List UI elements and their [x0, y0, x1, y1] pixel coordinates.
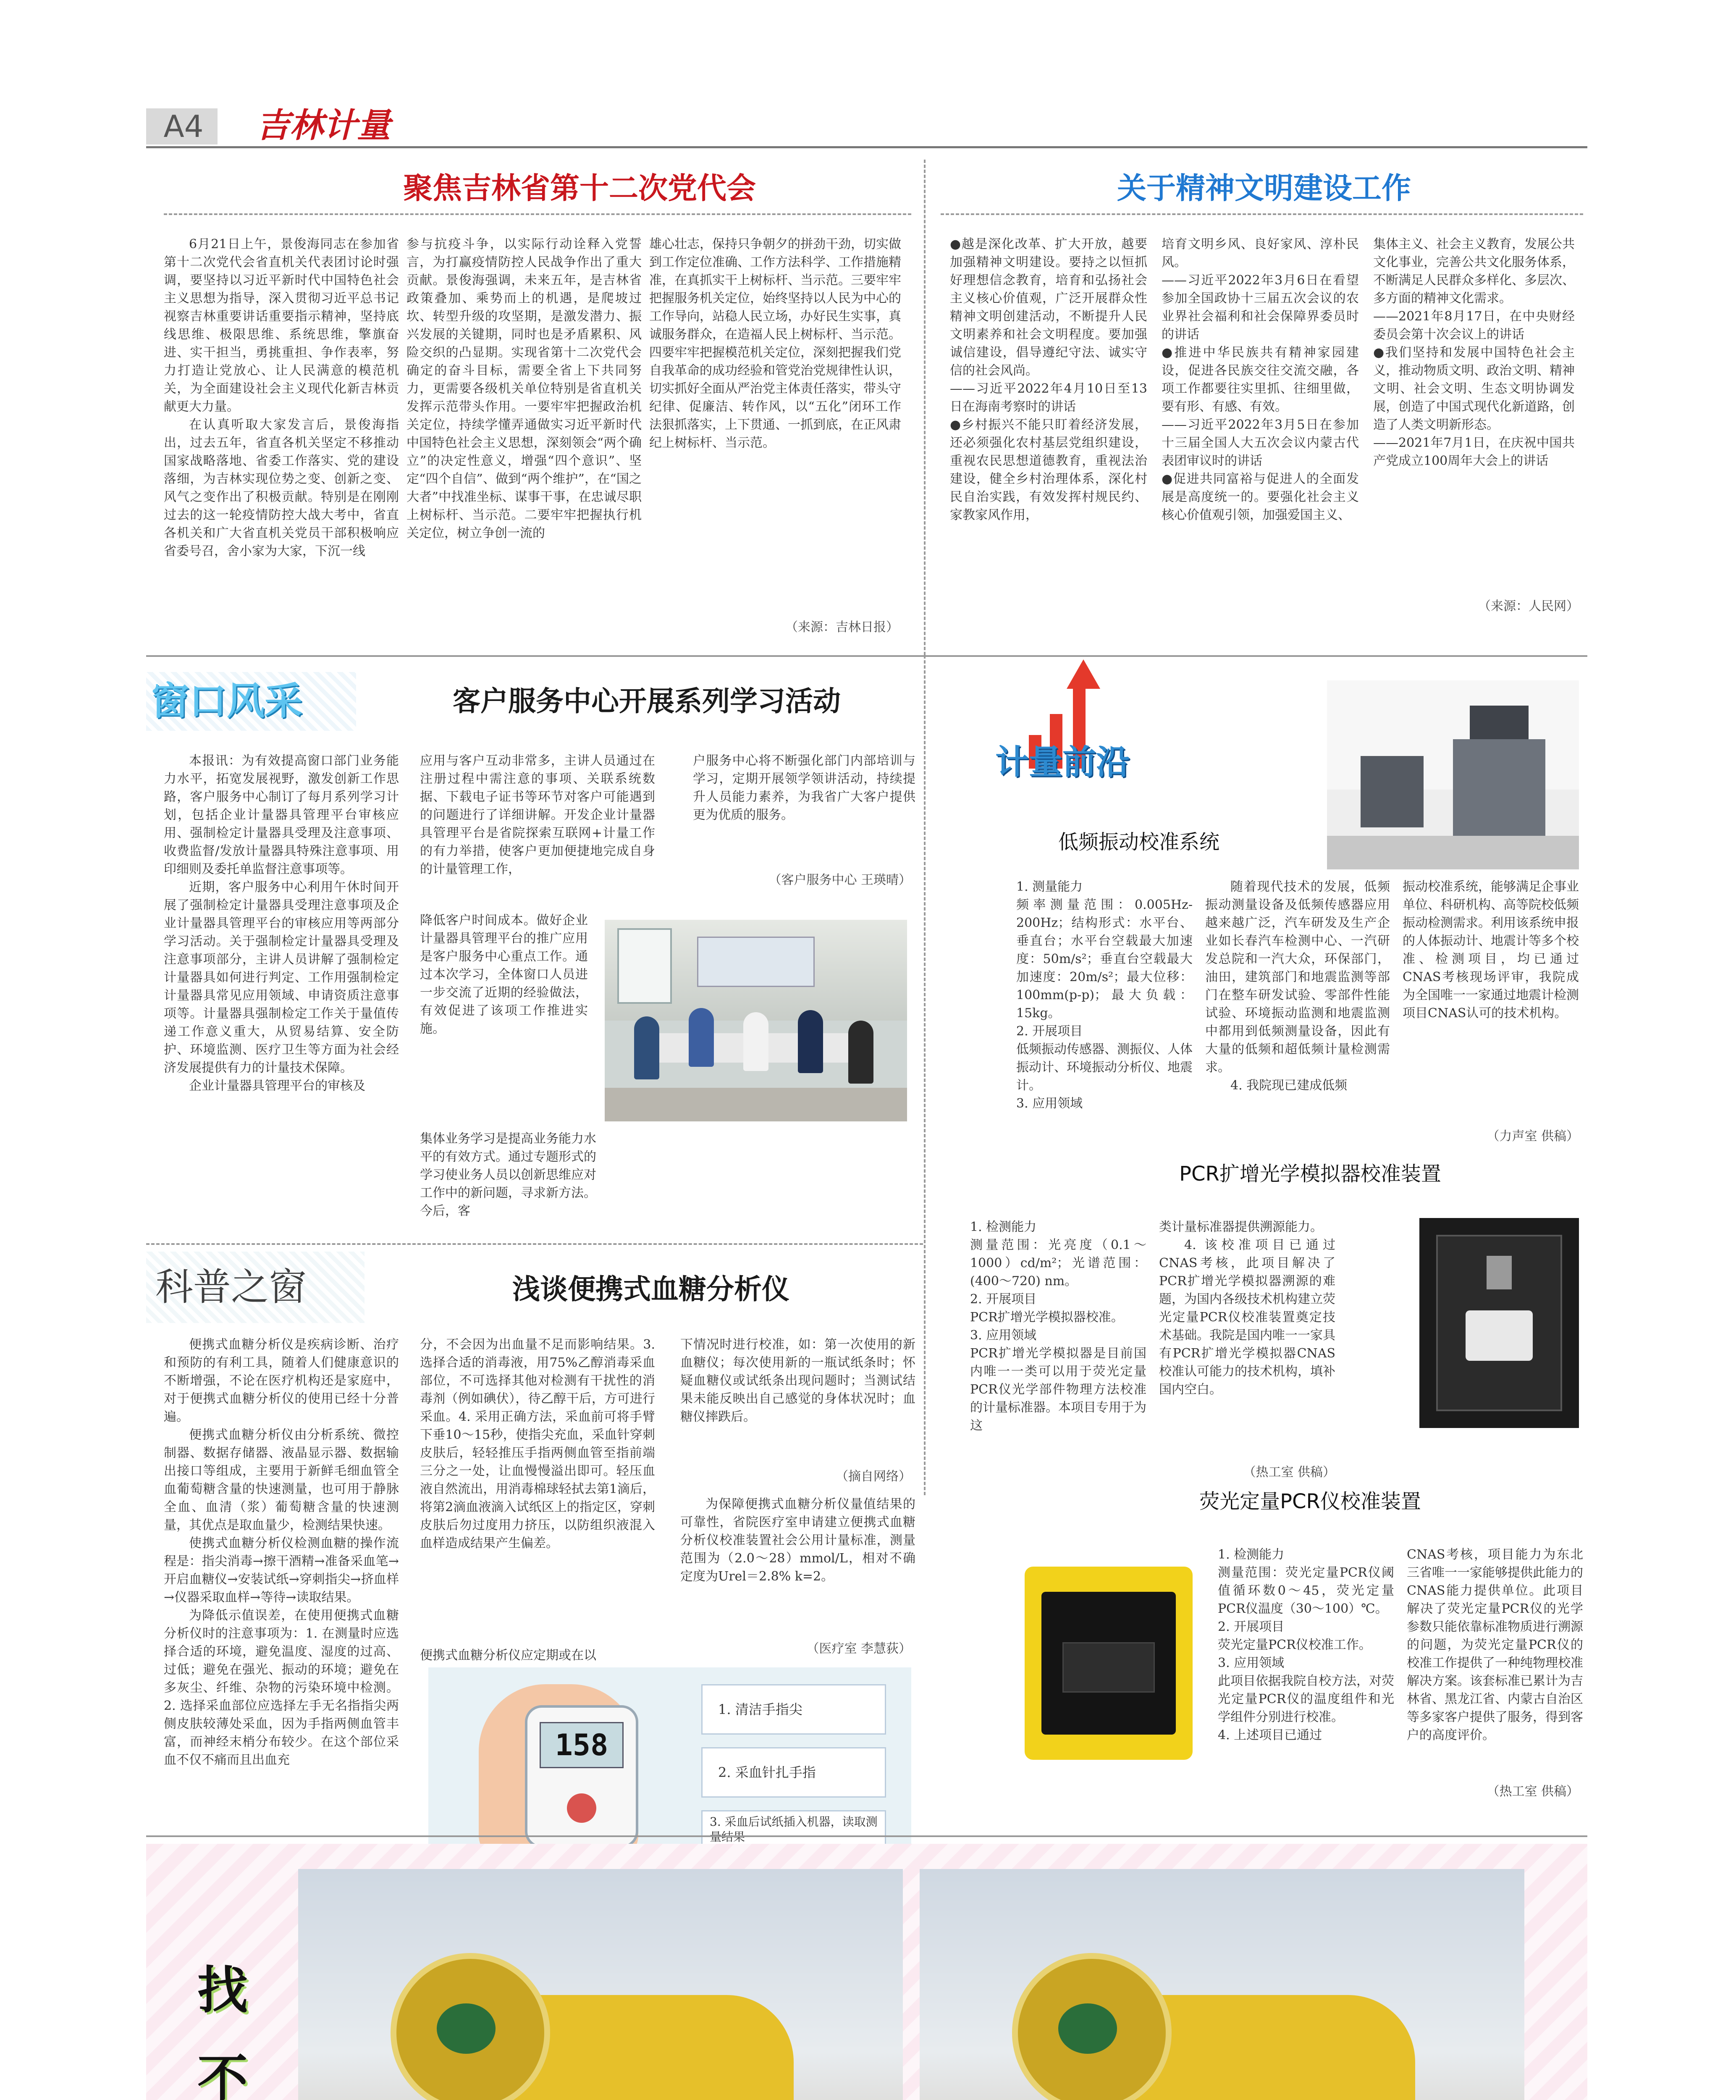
section4-article1-col2 [1205, 878, 1390, 1147]
section1-col2: 参与抗疫斗争，以实际行动诠释入党誓言，为打赢疫情防控人民战争作出了重大贡献。景俊海强调，未来五年，是吉林省政策叠加、乘势而上的机遇，是爬坡过坎、转型升级的攻坚期，是激发潜力、振兴发展的关键期，同时也是矛盾累积、风险交织的凸显期。实现省第十二次党代会确定的奋斗目标，需要全省上下共同努力，更需要各级机关单位特别是省直机关发挥示范带头作用。一要牢牢把握政治机关定位，持续学懂弄通做实习近平新时代中国特色社会主义思想，深刻领会“两个确立”的决定性意义，增强“四个意识”、坚定“四个自信”、做到“两个维护”，在“国之大者”中找准坐标、谋事干事，在忠诚尽职上树标杆、当示范。二要牢牢把握执行机关定位，树立争创一流的 [406, 237, 642, 541]
section5-col1-p2: 便携式血糖分析仪由分析系统、微控制器、数据存储器、液晶显示器、数据输出接口等组成，主要用于新鲜毛细血管全血葡萄糖含量的快速测量，也可用于静脉全血、血清（浆）葡萄糖含量的快速测量，其优点是取血量少，检测结果快速。 [164, 1428, 399, 1533]
section4-article1-col2-h4: 4. 我院现已建成低频 [1230, 1078, 1348, 1093]
section5-col3-bot: 为保障便携式血糖分析仪量值结果的可靠性，省院医疗室申请建立便携式血糖分析仪校准装置社会公用计量标准，测量范围为（2.0～28）mmol/L，相对不确定度为Urel＝2.8% k=2。 [680, 1497, 915, 1584]
section2-col3-a: 集体主义、社会主义教育，发展公共文化事业，完善公共文化服务体系，不断满足人民群众多样化、多层次、多方面的精神文化需求。 [1373, 237, 1575, 306]
section4-article3-title: 荧光定量PCR仪校准装置 [1199, 1490, 1421, 1513]
section3-title: 客户服务中心开展系列学习活动 [453, 685, 841, 717]
divider-section1-section2 [924, 160, 926, 655]
section2-col2-b: ●推进中华民族共有精神家园建设，促进各民族交往交流交融，各项工作都要往实里抓、往细里做，要有形、有感、有效。 [1162, 345, 1359, 414]
section5-col1 [164, 1336, 399, 1831]
photo-machine-left [1361, 756, 1424, 827]
section2-col1-a: ●越是深化改革、扩大开放，越要加强精神文明建设。要持之以恒抓好理想信念教育，培育和弘扬社会主义核心价值观，广泛开展群众性精神文明创建活动，不断提升人民文明素养和社会文明程度。要加强诚信建设，倡导遵纪守法、诚实守信的社会风尚。 [950, 237, 1147, 378]
section4-article3-source: （热工室 供稿） [1487, 1784, 1579, 1799]
section4-article1-title: 低频振动校准系统 [1058, 830, 1220, 854]
photo-machine-right [1453, 739, 1545, 840]
section3-col2-bot: 集体业务学习是提高业务能力水平的有效方式。通过专题形式的学习使业务人员以创新思维应对工作中的新问题，寻求新方法。今后，客 [420, 1131, 596, 1218]
section4-article2-col2-a: 类计量标准器提供溯源能力。 [1159, 1220, 1323, 1234]
section5-col1-p3: 使携式血糖分析仪检测血糖的操作流程是：指尖消毒→擦干酒精→准备采血笔→开启血糖仪→安装试纸→穿刺指尖→挤血样→仪器采取血样→等待→读取结果。 [164, 1536, 399, 1605]
service-center-photo [605, 920, 907, 1121]
section2-col1-b: ●乡村振兴不能只盯着经济发展，还必须强化农村基层党组织建设，重视农民思想道德教育，重视法治建设，健全乡村治理体系，深化村民自治实践，有效发挥村规民约、家教家风作用， [950, 417, 1147, 522]
section4-article3-col1-h4: 4. 上述项目已通过 [1218, 1728, 1322, 1743]
section4-article1-col2-t: 随着现代技术的发展，低频振动测量设备及低频传感器应用越来越广泛，汽车研发及生产企业如长春汽车检测中心、一汽研发总院和一汽大众，环保部门，油田，建筑部门和地震监测等部门在整车研发试验、零部件性能试验、环境振动监测和地震监测中都用到低频测量设备，因此有大量的低频和超低频计量检测需求。 [1205, 879, 1390, 1075]
photo-person-4 [798, 1010, 823, 1073]
section1-col1 [164, 235, 399, 655]
section4-article2-col1-h3: 3. 应用领域 [970, 1328, 1037, 1343]
section3-col1-p1: 本报讯：为有效提高窗口部门业务能力水平，拓宽发展视野，激发创新工作思路，客户服务中心制订了每月系列学习计划，包括企业计量器具管理平台审核应用、强制检定计量器具受理及注意事项、收费监督/发放计量器具特殊注意事项、用印细则及委托单监督注意事项等。 [164, 753, 399, 877]
section4-article1-col1-t2: 低频振动传感器、测振仪、人体振动计、环境振动分析仪、地震计。 [1016, 1042, 1193, 1093]
section1-col1-p1: 6月21日上午，景俊海同志在参加省第十二次党代会省直机关代表团讨论时强调，要坚持以习近平新时代中国特色社会主义思想为指导，深入贯彻习近平总书记视察吉林重要讲话重要指示精神，坚持底线思维、极限思维、系统思维，擎旗奋进、实干担当，勇挑重担、争作表率，努力打造让党放心、让人民满意的模范机关，为全面建设社会主义现代化新吉林贡献更大力量。 [164, 237, 399, 414]
section3-col1-p2: 近期，客户服务中心利用午休时间开展了强制检定计量器具受理注意事项及企业计量器具管理平台的审核应用等两部分学习活动。关于强制检定计量器具受理及注意事项部分，主讲人员讲解了强制检定计量器具如何进行判定、工作用强制检定计量器具常见应用领域、申请资质注意事项等。计量器具强制检定工作关于量值传递工作意义重大，从贸易结算、安全防护、环境监测、医疗卫生等方面为社会经济发展提供有力的计量技术保障。 [164, 880, 399, 1075]
section4-article3-col1-t1: 测量范围：荧光定量PCR仪阈值循环数0～45，荧光定量PCR仪温度（30～100）℃。 [1218, 1565, 1394, 1616]
photo-machine-top [1470, 706, 1529, 739]
section1-source: （来源：吉林日报） [785, 620, 899, 635]
divider-section3-section4 [924, 655, 926, 1495]
section2-col3-b-src: ——2021年7月1日，在庆祝中国共产党成立100周年大会上的讲话 [1373, 436, 1575, 468]
photo-lion-eye [437, 2003, 496, 2054]
photo-person-2 [689, 1008, 714, 1067]
section2-col2-a: 培育文明乡风、良好家风、淳朴民风。 [1162, 237, 1359, 270]
badge-char-1: 找 [197, 1961, 248, 2020]
section4-article3-col1-h3: 3. 应用领域 [1218, 1656, 1285, 1670]
section4-article3-col1-h1: 1. 检测能力 [1218, 1547, 1285, 1562]
section2-col1-a-src: ——习近平2022年4月10日至13日在海南考察时的讲话 [950, 381, 1147, 414]
photo-lamp [1487, 1256, 1512, 1289]
section4-article3-col1-t2: 荧光定量PCR仪校准工作。 [1218, 1638, 1371, 1652]
section2-source: （来源：人民网） [1478, 599, 1579, 614]
section4-article1-col1-h3: 3. 应用领域 [1016, 1096, 1083, 1111]
section5-col2-bot: 便携式血糖分析仪应定期或在以 [420, 1648, 596, 1663]
section4-article3-col1-h2: 2. 开展项目 [1218, 1620, 1285, 1634]
section4-article1-col1 [1016, 878, 1193, 1147]
illustration-label-1: 1. 清洁手指尖 [718, 1701, 802, 1717]
section4-badge: 计量前沿 [995, 743, 1130, 782]
photo-board [697, 937, 815, 987]
section5-col1-p4: 为降低示值误差，在使用便携式血糖分析仪时的注意事项为：1. 在测量时应选择合适的环境，避免温度、湿度的过高、过低；避免在强光、振动的环境；避免在多灰尘、纤维、杂物的污染环境中检测。2. 选择采血部位应选择左手无名指指尖两侧皮肤较薄处采血，因为手指两侧血管丰富，而神经末梢分布较少。在这个部位采血不仅不痛而且出血充 [164, 1608, 399, 1767]
header-rule [146, 146, 1587, 148]
section3-col2-mid: 降低客户时间成本。做好企业计量器具管理平台的推广应用是客户服务中心重点工作。通过本次学习，全体窗口人员进一步交流了近期的经验做法，有效促进了该项工作推进实施。 [420, 913, 588, 1036]
section2-col2 [1162, 235, 1359, 655]
section3-col1 [164, 752, 399, 1235]
spot-difference-badge [189, 1949, 256, 2100]
page-number: A4 [163, 109, 204, 144]
section3-col3: 户服务中心将不断强化部门内部培训与学习，定期开展领学领讲活动，持续提升人员能力素养，为我省广大客户提供更为优质的服务。 [693, 753, 915, 822]
section2-col2-c: ●促进共同富裕与促进人的全面发展是高度统一的。要强化社会主义核心价值观引领，加强爱国主义、 [1162, 472, 1359, 522]
pcr-simulator-photo [1419, 1218, 1579, 1428]
photo-person-3 [743, 1012, 768, 1071]
section3-badge: 窗口风采 [151, 679, 302, 723]
section4-article1-col3: 振动校准系统，能够满足企事业单位、科研机构、高等院校低频振动检测需求。利用该系统申报的人体振动计、地震计等多个校准、检测项目，均已通过CNAS考核现场评审，我院成为全国唯一一家通过地震计检测项目CNAS认可的技术机构。 [1403, 879, 1579, 1021]
section1-col1-p2: 在认真听取大家发言后，景俊海指出，过去五年，省直各机关坚定不移推动国家战略落地、省委工作落实、党的建设落细，为吉林实现位势之变、创新之变、风气之变作出了积极贡献。特别是在刚刚过去的这一轮疫情防控大战大考中，省直各机关和广大省直机关党员干部积极响应省委号召，舍小家为大家，下沉一线 [164, 417, 399, 559]
glucose-meter-button [567, 1793, 596, 1823]
photo-case-plate [1062, 1642, 1155, 1693]
section4-article1-col1-t1: 频率测量范围：0.005Hz-200Hz；结构形式：水平台、垂直台；水平台空载最大加速度：50m/s²；垂直台空载最大加速度：20m/s²；最大位移：100mm(p-p)；最大负载：15kg。 [1016, 898, 1193, 1021]
section1-title-rule [164, 213, 911, 215]
illustration-label-2: 2. 采血针扎手指 [718, 1764, 816, 1780]
badge-char-2: 不 [197, 2050, 248, 2100]
section3-col1-p3: 企业计量器具管理平台的审核及 [189, 1079, 365, 1093]
illustration-label-3: 3. 采血后试纸插入机器，读取测量结果 [710, 1815, 878, 1844]
lion-dance-photo-right[interactable] [920, 1869, 1524, 2100]
section4-article1-source: （力声室 供稿） [1487, 1129, 1579, 1144]
section5-col2-top: 分，不会因为出血量不足而影响结果。3. 选择合适的消毒液，用75%乙醇消毒采血部位，不可选择其他对检测有干扰性的消毒剂（例如碘伏），待乙醇干后，方可进行采血。4. 采用正确方法，采血前可将手臂下垂10～15秒，使指尖充血，采血针穿刺皮肤后，轻轻推压手指两侧血管至指前端三分之一处，让血慢慢溢出即可。轻压血液自然流出，用消毒棉球轻拭去第1滴后，将第2滴血液滴入试纸区上的指定区，穿刺皮肤后勿过度用力挤压，以防组织液混入血样造成结果产生偏差。 [420, 1337, 655, 1551]
page-header [0, 0, 1736, 160]
section2-title: 关于精神文明建设工作 [1117, 171, 1411, 205]
glucose-meter-reading: 158 [555, 1728, 608, 1762]
section4-article3-col2: CNAS考核，项目能力为东北三省唯一一家能够提供此能力的CNAS能力提供单位。此项目解决了荧光定量PCR仪的光学参数只能依靠标准物质进行溯源的问题，为荧光定量PCR仪的校准工作提供了一种纯物理校准解决方案。该套标准已累计为吉林省、黑龙江省、内蒙古自治区等多家客户提供了服务，得到客户的高度评价。 [1407, 1547, 1583, 1743]
section4-article1-col1-h2: 2. 开展项目 [1016, 1024, 1083, 1039]
divider-top-row [146, 655, 1587, 657]
section2-col3-a-src: ——2021年8月17日，在中央财经委员会第十次会议上的讲话 [1373, 309, 1575, 342]
section4-article1-col1-h1: 1. 测量能力 [1016, 879, 1083, 894]
section5-title: 浅谈便携式血糖分析仪 [512, 1273, 789, 1305]
section4-article2-col1-t2: PCR扩增光学模拟器校准。 [970, 1310, 1124, 1325]
section3-source: （客户服务中心 王瑛晴） [768, 873, 911, 887]
section4-article2-col1-t1: 测量范围：光亮度（0.1～1000）cd/m²；光谱范围：(400～720) nm。 [970, 1238, 1146, 1289]
section3-col2-top: 应用与客户互动非常多，主讲人员通过在注册过程中需注意的事项、关联系统数据、下载电子证书等环节对客户可能遇到的问题进行了详细讲解。开发企业计量器具管理平台是省院探索互联网+计量工作的有力举措，使客户更加便捷地完成自身的计量管理工作， [420, 753, 655, 877]
section4-article2-col2-b: 4. 该校准项目已通过CNAS考核，此项目解决了PCR扩增光学模拟器溯源的难题，为国内各级技术机构建立荧光定量PCR仪校准装置奠定技术基础。我院是国内唯一一家具有PCR扩增光学模拟器CNAS校准认可能力的技术机构，填补国内空白。 [1159, 1238, 1335, 1397]
section5-col3-src1: （摘自网络） [836, 1469, 911, 1484]
section1-title: 聚焦吉林省第十二次党代会 [403, 171, 756, 205]
section2-col2-b-src: ——习近平2022年3月5日在参加十三届全国人大五次会议内蒙古代表团审议时的讲话 [1162, 417, 1359, 468]
section2-col1 [950, 235, 1147, 655]
photo-device [1466, 1310, 1533, 1361]
lion-dance-photo-left[interactable] [298, 1869, 903, 2100]
section2-col3 [1373, 235, 1575, 605]
section4-article2-source: （热工室 供稿） [1243, 1465, 1335, 1480]
divider-bottom-row [146, 1835, 1587, 1837]
section4-article2-col2 [1159, 1218, 1335, 1453]
section4-article2-col1-h2: 2. 开展项目 [970, 1292, 1037, 1307]
section4-article3-col1 [1218, 1546, 1394, 1798]
section4-article2-col1 [970, 1218, 1146, 1478]
vibration-system-photo [1327, 680, 1579, 869]
section5-col1-p1: 便携式血糖分析仪是疾病诊断、治疗和预防的有利工具，随着人们健康意识的不断增强，不论在医疗机构还是家庭中，对于便携式血糖分析仪的使用已经十分普遍。 [164, 1337, 399, 1424]
section2-col2-a-src: ——习近平2022年3月6日在看望参加全国政协十三届五次会议的农业界社会福利和社会保障界委员时的讲话 [1162, 273, 1359, 342]
photo-floor [605, 1088, 907, 1121]
photo-person-5 [848, 1021, 873, 1084]
section4-article2-col1-h1: 1. 检测能力 [970, 1220, 1037, 1234]
photo-person-1 [634, 1016, 659, 1079]
section2-title-rule [941, 213, 1583, 215]
section1-col3: 雄心壮志，保持只争朝夕的拼劲干劲，切实做到工作定位准确、工作方法科学、工作措施精准，在真抓实干上树标杆、当示范。三要牢牢把握服务机关定位，始终坚持以人民为中心的工作导向，站稳人民立场，办好民生实事，真诚服务群众，在造福人民上树标杆、当示范。四要牢牢把握模范机关定位，深刻把握我们党自我革命的成功经验和管党治党规律性认识，切实抓好全面从严治党主体责任落实，带头守纪律、促廉洁、转作风，以“五化”闭环工作法狠抓落实，上下贯通、一抓到底，在正风肃纪上树标杆、当示范。 [649, 237, 901, 450]
pcr-case-photo [1016, 1550, 1201, 1781]
photo-lion-eye [1058, 2003, 1117, 2054]
photo-window [617, 928, 672, 1004]
section5-source: （医疗室 李慧荻） [806, 1641, 911, 1656]
section2-col3-b: ●我们坚持和发展中国特色社会主义，推动物质文明、政治文明、精神文明、社会文明、生态文明协调发展，创造了中国式现代化新道路，创造了人类文明新形态。 [1373, 345, 1575, 432]
section4-article3-col1-t3: 此项目依据我院自校方法，对荧光定量PCR仪的温度组件和光学组件分别进行校准。 [1218, 1674, 1394, 1725]
section5-badge: 科普之窗 [155, 1265, 307, 1309]
section5-col3-top: 下情况时进行校准，如：第一次使用的新血糖仪；每次使用新的一瓶试纸条时；怀疑血糖仪或试纸条出现问题时；当测试结果未能反映出自己感觉的身体状况时；血糖仪摔跌后。 [680, 1337, 915, 1424]
paper-name: 吉林计量 [256, 105, 391, 145]
section4-article2-title: PCR扩增光学模拟器校准装置 [1179, 1162, 1441, 1186]
divider-section3-section5 [146, 1243, 923, 1245]
section4-article2-col1-t3: PCR扩增光学模拟器是目前国内唯一一类可以用于荧光定量PCR仪光学部件物理方法校准的计量标准器。本项目专用于为这 [970, 1346, 1146, 1433]
photo-floor-2 [1327, 836, 1579, 869]
